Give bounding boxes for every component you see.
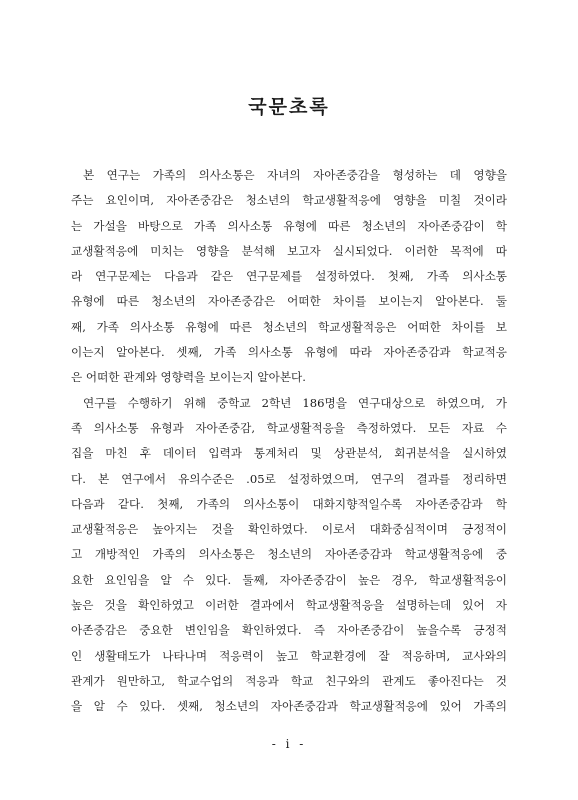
page-number: - i - xyxy=(271,737,307,751)
text-line: 유형에 따른 청소년의 자아존중감은 어떠한 차이를 보이는지 알아본다. 둘 xyxy=(71,294,507,309)
text-line: 연구를 수행하기 위해 중학교 2학년 186명을 연구대상으로 하였으며, 가 xyxy=(83,395,507,410)
text-line: 이는지 알아본다. 셋째, 가족 의사소통 유형에 따라 자아존중감과 학교적응 xyxy=(71,345,507,360)
text-line: 집을 마친 후 데이터 입력과 통계처리 및 상관분석, 회귀분석을 실시하였 xyxy=(71,446,507,461)
paragraph xyxy=(71,391,507,720)
text-line: 은 어떠한 관계와 영향력을 보이는지 알아본다. xyxy=(71,370,306,385)
text-line: 요한 요인임을 알 수 있다. 둘째, 자아존중감이 높은 경우, 학교생활적응이 xyxy=(71,572,507,587)
text-line: 교생활적응은 높아지는 것을 확인하였다. 이로서 대화중심적이며 긍정적이 xyxy=(71,522,507,537)
text-line: 다음과 같다. 첫째, 가족의 의사소통이 대화지향적일수록 자아존중감과 학 xyxy=(71,496,507,511)
text-line: 높은 것을 확인하였고 이러한 결과에서 학교생활적응을 설명하는데 있어 자 xyxy=(71,598,507,613)
page-title: 국문초록 xyxy=(248,96,330,118)
text-line: 인 생활태도가 나타나며 적응력이 높고 학교환경에 잘 적응하며, 교사와의 xyxy=(71,648,507,663)
paragraph xyxy=(71,163,507,391)
text-line: 주는 요인이며, 자아존중감은 청소년의 학교생활적응에 영향을 미칠 것이라 xyxy=(71,193,507,208)
abstract-body xyxy=(71,163,507,720)
text-line: 교생활적응에 미치는 영향을 분석해 보고자 실시되었다. 이러한 목적에 따 xyxy=(71,243,507,258)
text-line: 라 연구문제는 다음과 같은 연구문제를 설정하였다. 첫째, 가족 의사소통 xyxy=(71,269,507,284)
text-line: 아존중감은 중요한 변인임을 확인하였다. 즉 자아존중감이 높을수록 긍정적 xyxy=(71,623,507,638)
text-line: 본 연구는 가족의 의사소통은 자녀의 자아존중감을 형성하는 데 영향을 xyxy=(83,168,507,182)
text-line: 고 개방적인 가족의 의사소통은 청소년의 자아존중감과 학교생활적응에 중 xyxy=(71,547,507,562)
text-line: 는 가설을 바탕으로 가족 의사소통 유형에 따른 청소년의 자아존중감이 학 xyxy=(71,218,507,233)
text-line: 관계가 원만하고, 학교수업의 적응과 학교 친구와의 관계도 좋아진다는 것 xyxy=(71,673,507,688)
text-line: 째, 가족 의사소통 유형에 따른 청소년의 학교생활적응은 어떠한 차이를 보 xyxy=(71,319,507,334)
text-line: 족 의사소통 유형과 자아존중감, 학교생활적응을 측정하였다. 모든 자료 수 xyxy=(71,420,507,435)
text-line: 다. 본 연구에서 유의수준은 .05로 설정하였으며, 연구의 결과를 정리하면 xyxy=(71,471,507,486)
text-line: 을 알 수 있다. 셋째, 청소년의 자아존중감과 학교생활적응에 있어 가족의 xyxy=(71,699,507,714)
